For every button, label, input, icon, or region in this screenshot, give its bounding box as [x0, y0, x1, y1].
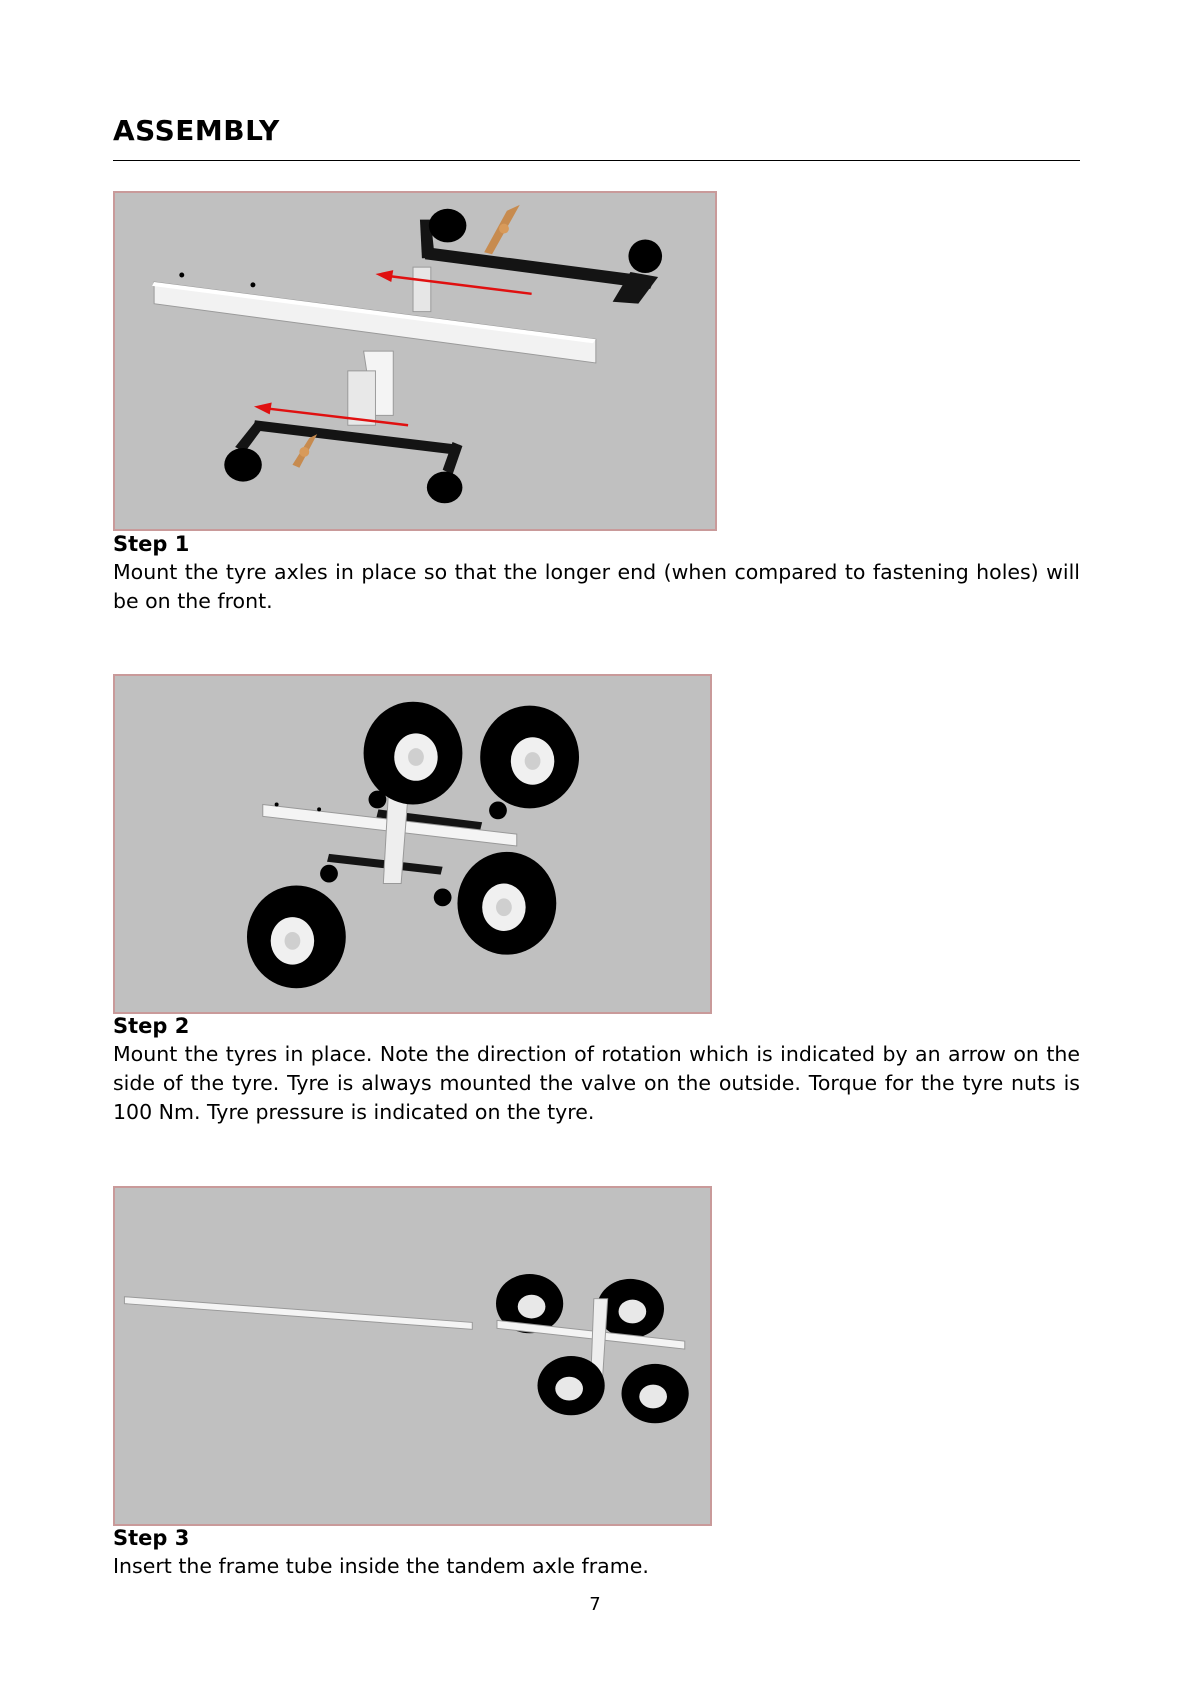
step3-illustration — [115, 1188, 710, 1524]
frame — [152, 267, 596, 425]
tandem-wheels-front — [538, 1356, 689, 1423]
title-divider — [113, 160, 1080, 161]
hub-pin-bottom — [292, 434, 317, 468]
step3-text: Insert the frame tube inside the tandem axle frame. — [113, 1554, 649, 1578]
step2-heading: Step 2 — [113, 1014, 190, 1038]
page-title: ASSEMBLY — [113, 114, 280, 147]
step2-text: Mount the tyres in place. Note the direction of rotation which is indicated by an arrow on the side of the tyre. Tyre is always mounted the valve on the outside. Torque for the tyre nuts is 100 Nm. Tyre pressure is indicated on the tyre. — [113, 1042, 1080, 1124]
step3-figure — [113, 1186, 712, 1526]
tyre-rear-left — [364, 702, 463, 805]
rear-axle — [420, 209, 662, 304]
tyre-rear-right — [480, 706, 579, 809]
page-number: 7 — [589, 1594, 601, 1615]
step2-illustration — [115, 676, 710, 1012]
tyre-front-left — [247, 886, 346, 989]
step3-heading: Step 3 — [113, 1526, 190, 1550]
front-axle — [224, 420, 462, 503]
step1-figure — [113, 191, 717, 531]
step1-text: Mount the tyre axles in place so that the longer end (when compared to fastening holes) will be on the front. — [113, 560, 1080, 613]
step1-illustration — [115, 193, 715, 529]
step1-heading: Step 1 — [113, 532, 190, 556]
hub-pin-top — [484, 205, 520, 254]
step2-figure — [113, 674, 712, 1014]
tyre-front-right — [457, 852, 556, 955]
frame-tube — [124, 1297, 472, 1330]
